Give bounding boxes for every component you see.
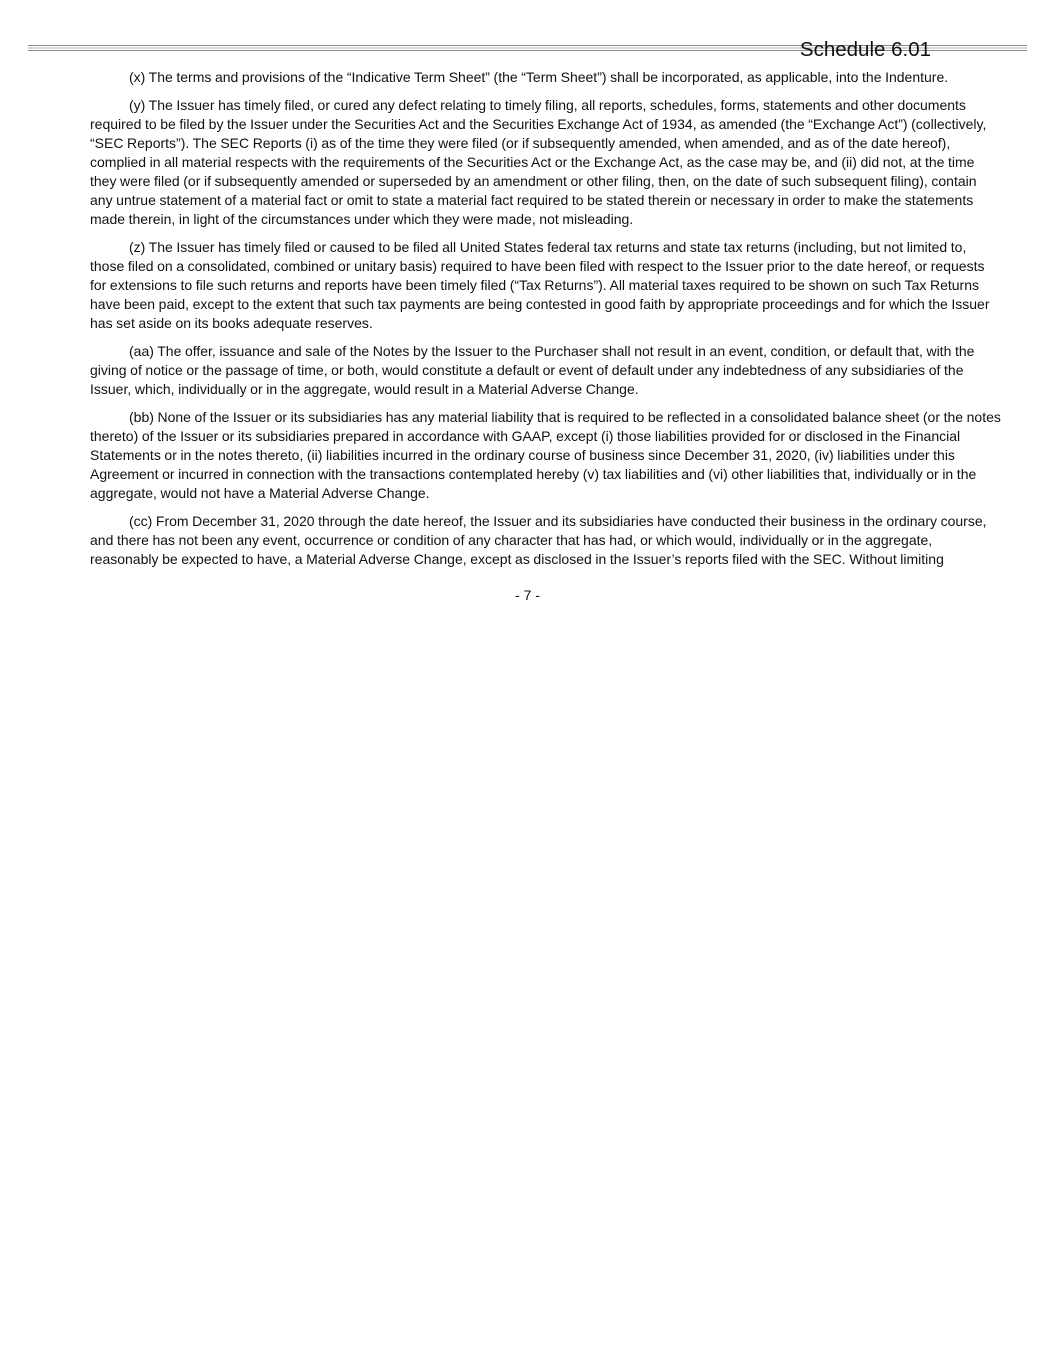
paragraph-y: (y) The Issuer has timely filed, or cured any defect relating to timely filing, all reports, schedules, forms, statements and other documents required to be filed by the Issuer under the Securities Act and the Securities Exchange Act of 1934, as amended (the “Exchange Act”) (collectively, “SEC Reports”). The SEC Reports (i) as of the time they were filed (or if subsequently amended, when amended, and as of the date hereof), complied in all material respects with the requirements of the Securities Act or the Exchange Act, as the case may be, and (ii) did not, at the time they were filed (or if subsequently amended or superseded by an amendment or other filing, then, on the date of such subsequent filing), contain any untrue statement of a material fact or omit to state a material fact required to be stated therein or necessary in order to make the statements made therein, in light of the circumstances under which they were made, not misleading.	[90, 97, 987, 227]
document-body	[90, 68, 1002, 578]
paragraph-aa: (aa) The offer, issuance and sale of the Notes by the Issuer to the Purchaser shall not result in an event, condition, or default that, with the giving of notice or the passage of time, or both, would constitute a default or event of default under any indebtedness of any subsidiaries of the Issuer, which, individually or in the aggregate, would result in a Material Adverse Change.	[90, 343, 975, 397]
paragraph-cc: (cc) From December 31, 2020 through the date hereof, the Issuer and its subsidiaries have conducted their business in the ordinary course, and there has not been any event, occurrence or condition of any character that has had, or which would, individually or in the aggregate, reasonably be expected to have, a Material Adverse Change, except as disclosed in the Issuer’s reports filed with the SEC. Without limiting	[90, 513, 987, 567]
paragraph-x: (x) The terms and provisions of the “Indicative Term Sheet” (the “Term Sheet”) shall be incorporated, as applicable, into the Indenture.	[129, 69, 949, 85]
paragraph-bb: (bb) None of the Issuer or its subsidiaries has any material liability that is required to be reflected in a consolidated balance sheet (or the notes thereto) of the Issuer or its subsidiaries prepared in accordance with GAAP, except (i) those liabilities provided for or disclosed in the Financial Statements or in the notes thereto, (ii) liabilities incurred in the ordinary course of business since December 31, 2020, (iv) liabilities under this Agreement or incurred in connection with the transactions contemplated hereby (v) tax liabilities and (vi) other liabilities that, individually or in the aggregate, would not have a Material Adverse Change.	[90, 409, 1001, 501]
schedule-label: Schedule 6.01	[799, 38, 931, 61]
paragraph-z: (z) The Issuer has timely filed or caused to be filed all United States federal tax returns and state tax returns (including, but not limited to, those filed on a consolidated, combined or unitary basis) required to have been filed with respect to the Issuer prior to the date hereof, or requests for extensions to file such returns and reports have been timely filed (“Tax Returns”). All material taxes required to be shown on such Tax Returns have been paid, except to the extent that such tax payments are being contested in good faith by appropriate proceedings and for which the Issuer has set aside on its books adequate reserves.	[90, 239, 990, 331]
page-number: - 7 -	[515, 587, 540, 603]
